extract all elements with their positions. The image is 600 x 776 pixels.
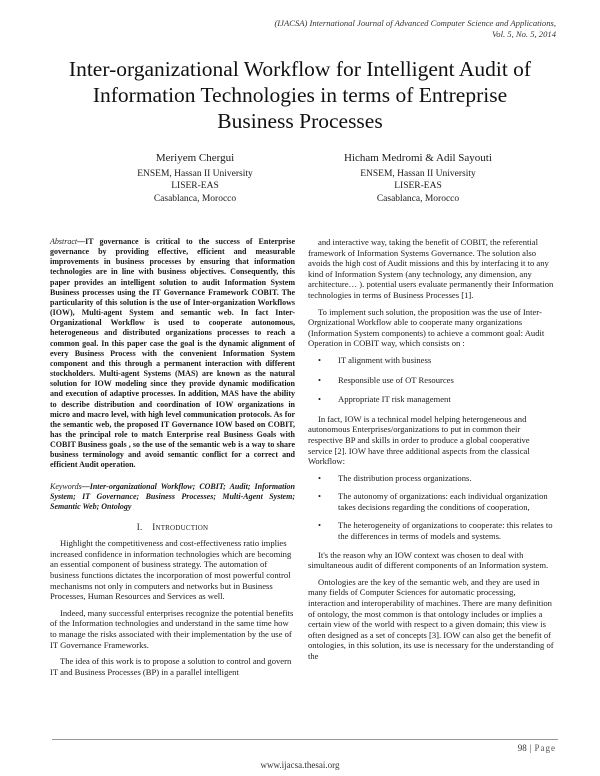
left-column <box>50 237 295 683</box>
section-title-cap: I <box>152 521 156 532</box>
paragraph: It's the reason why an IOW context was chosen to deal with simultaneous audit of different components of an Information system. <box>308 549 549 571</box>
author-city: Casablanca, Morocco <box>153 193 237 204</box>
paragraph: To implement such solution, the proposition was the use of Inter-Orgnizational Workflow able to cooperate many organizations (Information System components) to achieve a commont goal: Audit Operation in COBIT way, which consists on : <box>308 306 545 349</box>
list-item: • Responsible use of OT Resources <box>308 375 554 386</box>
journal-volume: Vol. 5, No. 5, 2014 <box>492 29 556 39</box>
author-affiliation: ENSEM, Hassan II University <box>137 168 253 179</box>
list-item: • IT alignment with business <box>308 355 554 366</box>
paragraph: and interactive way, taking the benefit of COBIT, the referential framework of Information Systems Governance. The solution also avoids the high cost of Audit missions and this by interfacing it to any kind of Information System (any technology, any dimension, any architecture… ). potential users evaluate permanently their Information technologies in terms of Business Processes [1]. <box>308 237 554 300</box>
abstract-text: —IT governance is critical to the success of Enterprise governance by providing effective, efficient and measurable improvements in business processes by ensuring that information technologies are in line with business objectives. Consequently, this paper provides an intelligent solution to audit Information System Business processes using the IT Governance Framework COBIT. The particularity of this solution is the use of Inter-organization Workflows (IOW), Multi-agent System and semantic web. In fact Inter-Organizational Workflow is used to cooperate autonomous, heterogeneous and distributed organizations processes to reach a common goal. In this paper case the goal is the dynamic alignment of every Business Process with the convenient Information System component and this through a permanent interaction with different stockholders. Multi-agent Systems (MAS) are known as the natural solution for IOW modeling since they provide dynamic modification and execution of adaptive processes. In addition, MAS have the ability to describe distribution and coordination of IOW organizations in micro and macro level, with high level communication protocols. As for the semantic web, the proposed IT Governance IOW based on COBIT, has the principal role to match Enterprise real Business Goals with COBIT Business goals , so the use of the semantic web is a way to share business terminology and avoid semantic conflict for a correct and efficient Audit operation. <box>50 237 295 470</box>
keywords-text: —Inter-organizational Workflow; COBIT; Audit; Information System; IT Governance; Business Processes; Multi-Agent System; Semantic Web; Ontology <box>50 481 295 511</box>
footer-divider <box>52 739 558 740</box>
section-title-rest: NTRODUCTION <box>155 523 209 532</box>
paragraph: Indeed, many successful enterprises recognize the potential benefits of the Information technologies and understand in the same time how to manage the risks associated with their implementation by the use of IT Governance Frameworks. <box>50 607 294 650</box>
author-name: Hicham Medromi & Adil Sayouti <box>344 152 492 164</box>
list-item: • The heterogeneity of organizations to cooperate: this relates to the differences in terms of models and systems. <box>308 520 554 541</box>
author-name: Meriyem Chergui <box>155 152 235 164</box>
keywords-label: Keywords <box>50 481 82 491</box>
list-item: • Appropriate IT risk management <box>308 394 554 405</box>
author-lab: LISER-EAS <box>171 181 219 191</box>
page-word: Page <box>534 743 556 753</box>
journal-name: (IJACSA) International Journal of Advanced Computer Science and Applications, <box>274 18 556 28</box>
author-block-1 <box>95 152 295 205</box>
paragraph: Ontologies are the key of the semantic web, and they are used in many fields of Computer Sciences for automatic processing, interaction and interoperability of machines. There are many definition of ontology, the most common is that ontology includes or implies a certain view of the world with respect to a given domain; this view is often designed as a set of concepts [3]. IOW can also get the benefit of ontologies, in this solution, its use is necessary for the understanding of the <box>308 576 554 661</box>
list-item: • The distribution process organizations. <box>308 473 554 484</box>
paragraph: In fact, IOW is a technical model helping heterogeneous and autonomous Enterprises/organizations to put in common their respective BP and skills in order to produce a global cooperative service [2]. IOW have three additional aspects from the classical Workflow: <box>308 413 530 467</box>
page-number <box>518 743 556 753</box>
title-line: Business Processes <box>217 109 383 133</box>
bullet-list-iow-aspects <box>308 473 554 542</box>
paragraph: Highlight the competitiveness and cost-effectiveness ratio implies increased confidence in information technologies which are becoming an essential component of business strategy. The automation of business functions dictates the incorporation of most powerful control mechanisms not only in computers and networks but in Business Processes, Human Resources and Services as well. <box>50 538 292 602</box>
abstract <box>50 237 295 471</box>
journal-url: www.ijacsa.thesai.org <box>260 760 340 770</box>
list-item: • The autonomy of organizations: each individual organization takes decisions regarding the conditions of cooperation, <box>308 491 554 512</box>
author-lab: LISER-EAS <box>394 181 442 191</box>
title-line: Inter-organizational Workflow for Intelligent Audit of <box>68 57 532 81</box>
page-number-value: 98 <box>517 743 527 753</box>
title-line: Information Technologies in terms of Entreprise <box>92 83 508 107</box>
author-affiliation: ENSEM, Hassan II University <box>360 168 476 179</box>
right-column <box>308 237 554 668</box>
abstract-label: Abstract <box>50 237 78 246</box>
journal-header <box>196 18 556 40</box>
section-heading-introduction <box>50 522 295 534</box>
bullet-list-audit <box>308 355 554 405</box>
keywords <box>50 482 295 512</box>
page-separator: | <box>529 743 532 753</box>
author-block-2 <box>318 152 518 205</box>
paragraph: The idea of this work is to propose a solution to control and govern IT and Business Processes (BP) in a parallel intelligent <box>50 656 292 677</box>
paper-title <box>30 56 570 134</box>
section-numeral: I. <box>136 521 143 532</box>
author-city: Casablanca, Morocco <box>376 193 460 204</box>
